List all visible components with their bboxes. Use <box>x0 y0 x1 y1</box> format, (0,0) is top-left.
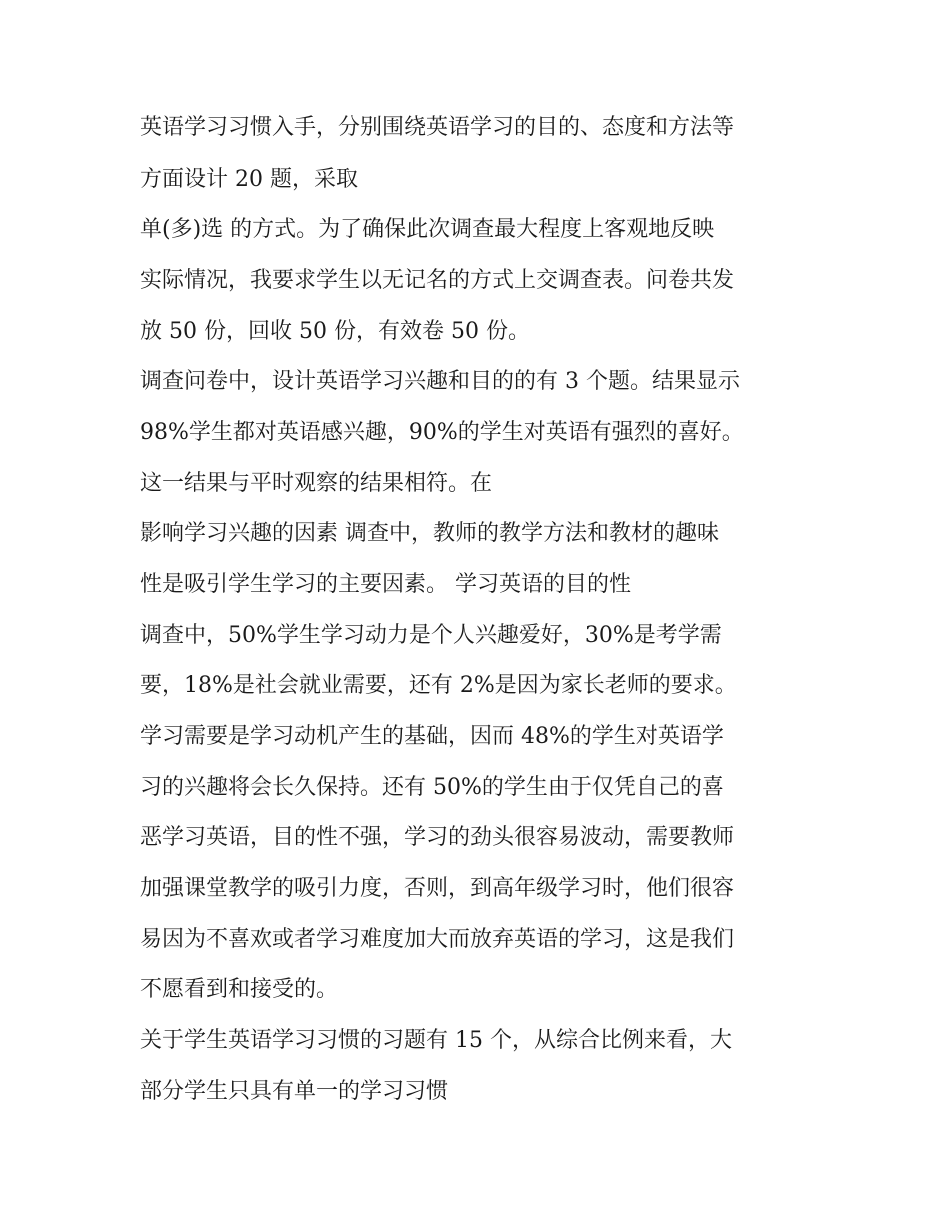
text-line: 不愿看到和接受的。 <box>140 977 339 1002</box>
text-line: 部分学生只具有单一的学习习惯 <box>140 1079 449 1104</box>
text-line: 实际情况，我要求学生以无记名的方式上交调查表。问卷共发 <box>140 268 735 293</box>
text-line: 影响学习兴趣的因素 调查中，教师的教学方法和教材的趣味 <box>140 521 719 546</box>
text-line: 英语学习习惯入手，分别围绕英语学习的目的、态度和方法等 <box>140 115 735 140</box>
text-line: 单(多)选 的方式。为了确保此次调查最大程度上客观地反映 <box>140 217 715 242</box>
text-line: 方面设计 20 题，采取 <box>140 167 358 192</box>
text-line: 调查中，50%学生学习动力是个人兴趣爱好，30%是考学需 <box>140 623 722 648</box>
text-line: 学习需要是学习动机产生的基础，因而 48%的学生对英语学 <box>140 724 724 749</box>
text-line: 习的兴趣将会长久保持。还有 50%的学生由于仅凭自己的喜 <box>140 775 724 800</box>
text-line: 关于学生英语学习习惯的习题有 15 个，从综合比例来看，大 <box>140 1028 732 1053</box>
text-line: 性是吸引学生学习的主要因素。 学习英语的目的性 <box>140 572 631 597</box>
text-line: 恶学习英语，目的性不强，学习的劲头很容易波动，需要教师 <box>140 825 735 850</box>
text-line: 放 50 份，回收 50 份，有效卷 50 份。 <box>140 319 530 344</box>
text-line: 易因为不喜欢或者学习难度加大而放弃英语的学习，这是我们 <box>140 927 735 952</box>
text-line: 要，18%是社会就业需要，还有 2%是因为家长老师的要求。 <box>140 673 737 698</box>
text-line: 这一结果与平时观察的结果相符。在 <box>140 471 493 496</box>
text-line: 调查问卷中，设计英语学习兴趣和目的的有 3 个题。结果显示 <box>140 369 740 394</box>
text-line: 98%学生都对英语感兴趣，90%的学生对英语有强烈的喜好。 <box>140 420 744 445</box>
text-line: 加强课堂教学的吸引力度，否则，到高年级学习时，他们很容 <box>140 876 735 901</box>
